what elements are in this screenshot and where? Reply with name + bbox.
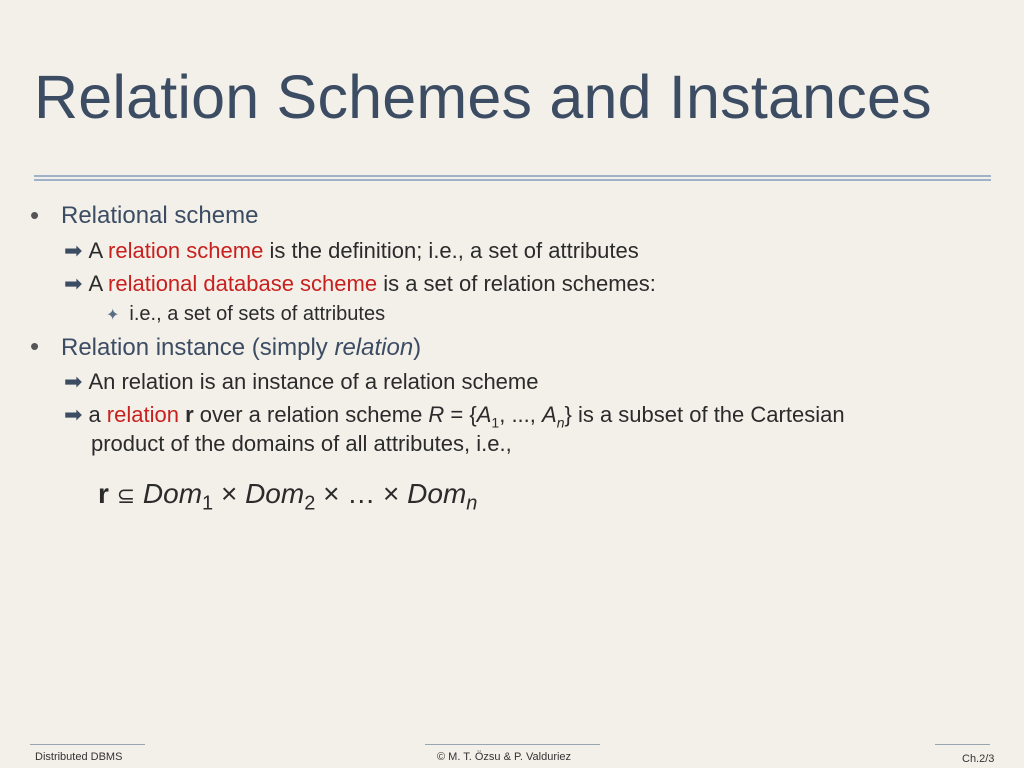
title-rule-top — [34, 175, 991, 177]
sub-bullet-instance-of-scheme: ➡ An relation is an instance of a relation scheme — [64, 369, 539, 394]
footer-center: © M. T. Özsu & P. Valduriez — [437, 751, 572, 763]
bullet-relation-instance: Relation instance (simply relation) — [61, 334, 422, 361]
title-rule-bottom — [34, 179, 991, 181]
sub-bullet-relation-definition-cont: product of the domains of all attributes, i.e., — [91, 431, 512, 456]
footer-page-number: Ch.2/3 — [962, 753, 995, 765]
arrow-icon: ➡ — [64, 271, 83, 296]
footer-left: Distributed DBMS — [35, 751, 123, 763]
sub-bullet-relation-definition: ➡ a relation r over a relation scheme $R = \{A_1$, ..., $A_n$} is a subset of the Cartesian — [64, 402, 845, 431]
bullet-dot-icon: • — [30, 331, 40, 361]
arrow-icon: ➡ — [64, 238, 83, 263]
cartesian-formula: r ⊆ Dom$_1$ × Dom$_2$ × … × Dom$_n$ — [98, 478, 478, 515]
term-relation: relation — [106, 402, 179, 427]
slide-title: Relation Schemes and Instances — [34, 63, 932, 131]
term-relation-scheme: relation scheme — [108, 238, 264, 263]
star-bullet-icon: ✦ — [106, 307, 120, 324]
sub-bullet-relation-scheme: ➡ A relation scheme is the definition; i.e., a set of attributes — [64, 238, 639, 263]
bullet-relational-scheme: Relational scheme — [61, 202, 259, 229]
footer-rule-right — [935, 744, 990, 745]
footer-rule-center — [425, 744, 600, 745]
subsub-bullet-set-of-sets: ✦ i.e., a set of sets of attributes — [106, 303, 386, 325]
bullet-dot-icon: • — [30, 200, 40, 230]
footer-rule-left — [30, 744, 145, 745]
term-relational-database-scheme: relational database scheme — [108, 271, 378, 296]
arrow-icon: ➡ — [64, 369, 83, 394]
arrow-icon: ➡ — [64, 402, 83, 427]
sub-bullet-db-scheme: ➡ A relational database scheme is a set of relation schemes: — [64, 271, 656, 296]
